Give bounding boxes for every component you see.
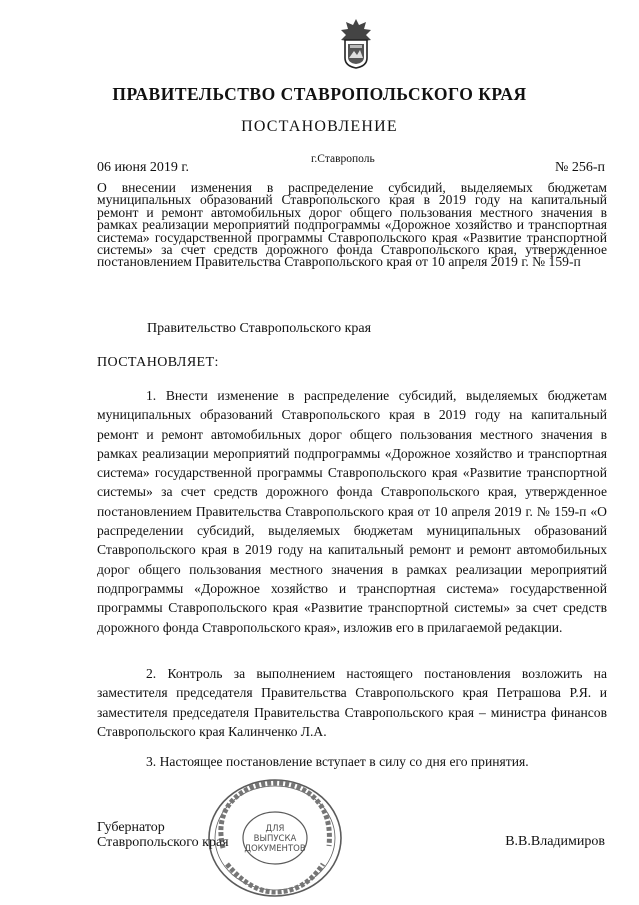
signatory-name: В.В.Владимиров	[505, 834, 605, 849]
svg-text:ДЛЯ: ДЛЯ	[265, 824, 285, 834]
document-subject: О внесении изменения в распределение субсидий, выделяемых бюджетам муниципальных образований Ставропольского края в 2019 году на капитальный ремонт и ремонт автомобильных дорог общего пользования местного значения в рамках реализации мероприятий подпрограммы «Дорожное хозяйство и транспортная система» государственной программы Ставропольского края «Развитие транспортной системы» за счет средств дорожного фонда Ставропольского края, утвержденное постановлением Правительства Ставропольского края от 10 апреля 2019 г. № 159-п	[97, 180, 607, 270]
paragraph-2: 2. Контроль за выполнением настоящего постановления возложить на заместителя председателя Правительства Ставропольского края Петрашова Р.Я. и заместителя председателя Правительства Ставропольского края – министра финансов Ставропольского края Калинченко Л.А.	[97, 666, 607, 739]
decree-heading: ПОСТАНОВЛЯЕТ:	[97, 355, 219, 370]
official-stamp-seal	[205, 776, 345, 900]
paragraph-3: 3. Настоящее постановление вступает в силу со дня его принятия.	[146, 754, 529, 769]
document-type: ПОСТАНОВЛЕНИЕ	[241, 118, 398, 135]
document-city: г.Ставрополь	[311, 153, 375, 165]
document-number: № 256-п	[554, 160, 605, 175]
svg-text:ВЫПУСКА: ВЫПУСКА	[253, 834, 297, 844]
signatory-title-line-1: Губернатор	[97, 820, 165, 835]
signatory-title-line-2: Ставропольского края	[97, 835, 229, 850]
svg-text:ДОКУМЕНТОВ: ДОКУМЕНТОВ	[244, 844, 306, 854]
document-date: 06 июня 2019 г.	[97, 160, 190, 175]
paragraph-1: 1. Внести изменение в распределение субсидий, выделяемых бюджетам муниципальных образований Ставропольского края в 2019 году на капитальный ремонт и ремонт автомобильных дорог общего пользования местного значения в рамках реализации мероприятий подпрограммы «Дорожное хозяйство и транспортная система» государственной программы Ставропольского края «Развитие транспортной системы» за счет средств дорожного фонда Ставропольского края, утвержденное постановлением Правительства Ставропольского края от 10 апреля 2019 г. № 159-п «О распределении субсидий, выделяемых бюджетам муниципальных образований Ставропольского края в 2019 году на капитальный ремонт и ремонт автомобильных дорог общего пользования местного значения в рамках реализации мероприятий подпрограммы «Дорожное хозяйство и транспортная система» государственной программы Ставропольского края «Развитие транспортной системы» за счет средств дорожного фонда Ставропольского края», изложив его в прилагаемой редакции.	[97, 388, 607, 635]
government-title: ПРАВИТЕЛЬСТВО СТАВРОПОЛЬСКОГО КРАЯ	[112, 84, 527, 104]
coat-of-arms-emblem	[333, 16, 379, 70]
issuer-line: Правительство Ставропольского края	[147, 321, 372, 336]
